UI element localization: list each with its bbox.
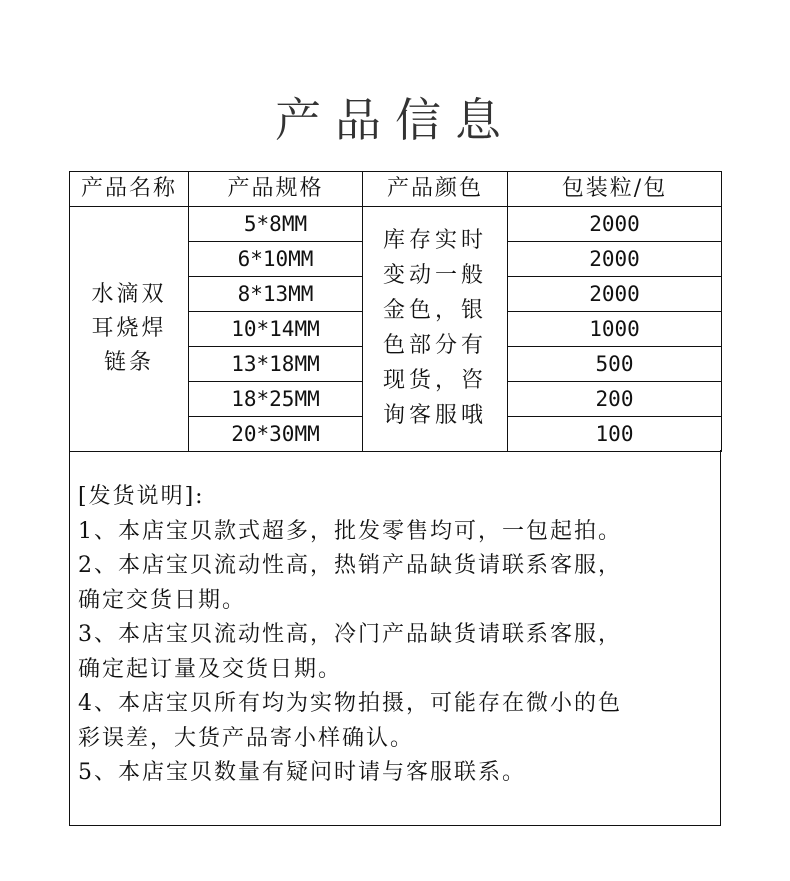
header-product-color: 产品颜色 (363, 172, 508, 207)
color-line: 金色，银 (382, 298, 487, 323)
product-name-line: 耳烧焊 (91, 316, 167, 341)
spec-cell: 10*14MM (189, 312, 363, 347)
notes-line: 1、本店宝贝款式超多，批发零售均可，一包起拍。 (78, 518, 622, 544)
color-line: 变动一般 (382, 263, 487, 288)
table-header-row (70, 172, 722, 207)
notes-heading: [发货说明]: (78, 484, 205, 509)
header-product-spec: 产品规格 (189, 172, 363, 207)
table-row (70, 207, 722, 242)
shipping-notes-box (69, 450, 721, 826)
color-line: 询客服哦 (382, 403, 487, 428)
color-line: 现货，咨 (382, 368, 487, 393)
qty-cell: 100 (508, 417, 722, 452)
spec-cell: 8*13MM (189, 277, 363, 312)
product-name-cell (70, 207, 189, 452)
product-info-table (69, 171, 722, 452)
spec-cell: 6*10MM (189, 242, 363, 277)
spec-cell: 20*30MM (189, 417, 363, 452)
spec-cell: 5*8MM (189, 207, 363, 242)
header-product-name: 产品名称 (70, 172, 189, 207)
spec-cell: 13*18MM (189, 347, 363, 382)
notes-line: 5、本店宝贝数量有疑问时请与客服联系。 (78, 760, 526, 785)
qty-cell: 500 (508, 347, 722, 382)
qty-cell: 1000 (508, 312, 722, 347)
color-line: 色部分有 (382, 333, 487, 358)
qty-cell: 2000 (508, 277, 722, 312)
qty-cell: 2000 (508, 242, 722, 277)
notes-line: 3、本店宝贝流动性高，冷门产品缺货请联系客服， (78, 622, 622, 647)
product-name-line: 链条 (103, 350, 154, 375)
spec-cell: 18*25MM (189, 382, 363, 417)
product-name-line: 水滴双 (91, 282, 167, 307)
qty-cell: 200 (508, 382, 722, 417)
notes-line: 2、本店宝贝流动性高，热销产品缺货请联系客服， (78, 553, 622, 578)
page-title: 产品信息 (275, 93, 515, 147)
notes-line: 彩误差，大货产品寄小样确认。 (78, 725, 415, 751)
color-line: 库存实时 (382, 228, 487, 253)
product-color-cell (363, 207, 508, 452)
notes-line: 确定起订量及交货日期。 (78, 656, 343, 682)
qty-cell: 2000 (508, 207, 722, 242)
notes-line: 确定交货日期。 (78, 587, 247, 613)
notes-line: 4、本店宝贝所有均为实物拍摄，可能存在微小的色 (78, 691, 622, 716)
header-pack-quantity: 包装粒/包 (508, 172, 722, 207)
